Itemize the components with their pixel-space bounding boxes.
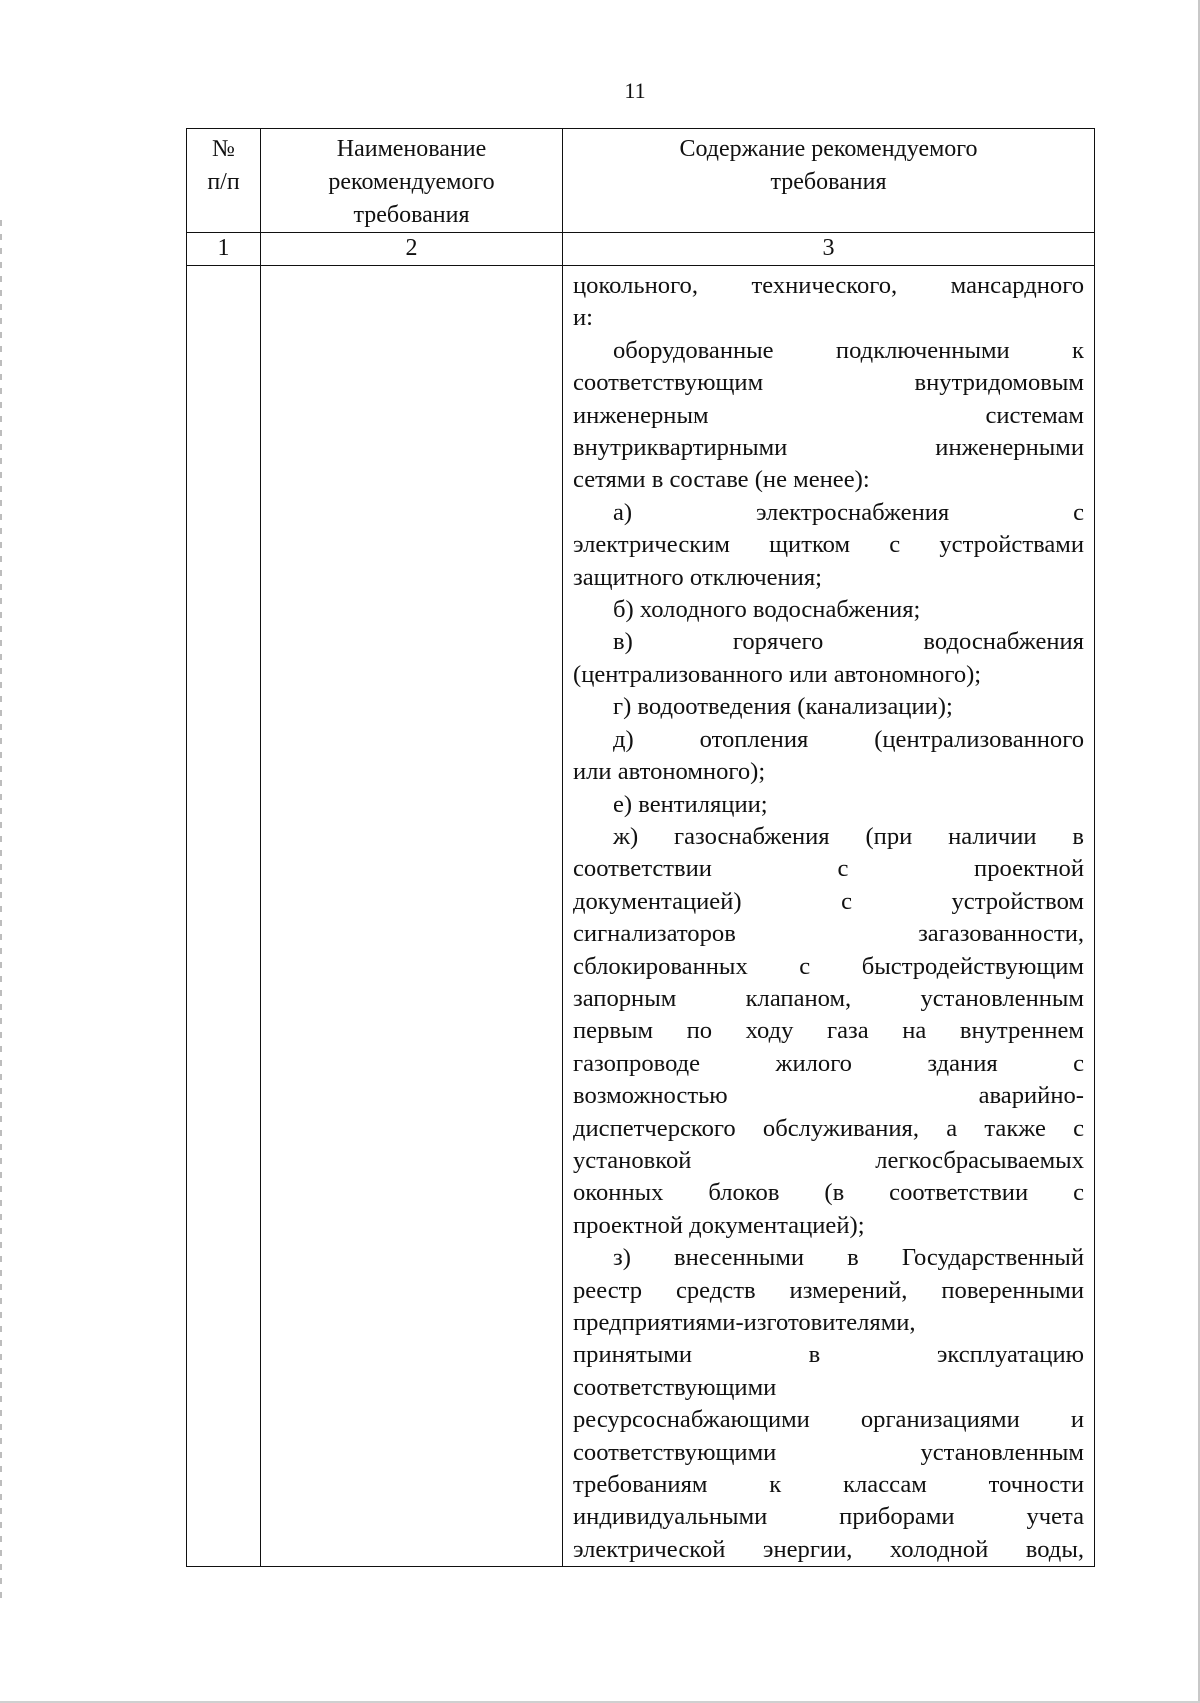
content-line: документацией) с устройством [573,887,1084,915]
header-content-line-2: требования [770,169,887,195]
content-line: индивидуальными приборами учета [573,1503,1084,1531]
header-name-line-2: рекомендуемого [328,169,495,195]
content-line: требованиям к классам точности [573,1471,1084,1499]
content-line: в) горячего водоснабжения [613,628,1084,656]
content-line: з) внесенными в Государственный [613,1244,1084,1272]
content-line: газопроводе жилого здания с [573,1049,1084,1077]
content-line: соответствии с проектной [573,855,1084,883]
content-line: е) вентиляции; [613,790,768,818]
header-number-line-1: № [212,136,235,162]
content-line: реестр средств измерений, поверенными [573,1276,1084,1304]
content-line: (централизованного или автономного); [573,660,982,688]
table-header-row [187,129,1095,233]
content-line: проектной документацией); [573,1211,865,1239]
row-cell-name [261,266,563,1567]
header-content-line-1: Содержание рекомендуемого [679,136,978,162]
content-line: соответствующим внутридомовым [573,369,1084,397]
header-cell-content [563,129,1095,233]
content-line: установкой легкосбрасываемых [573,1146,1084,1174]
content-line: ж) газоснабжения (при наличии в [613,822,1084,850]
content-line: инженерным системам [573,401,1084,429]
row-cell-number [187,266,261,1567]
content-line: оконных блоков (в соответствии с [573,1179,1084,1207]
scan-left-edge [0,220,2,1600]
content-line: предприятиями-изготовителями, [573,1309,916,1336]
header-cell-name [261,129,563,233]
column-number-1: 1 [187,233,261,266]
column-number-3: 3 [563,233,1095,266]
content-line: соответствующими [573,1373,777,1401]
content-line: или автономного); [573,758,766,786]
content-line: и: [573,304,593,332]
content-line: соответствующими установленным [573,1438,1084,1466]
content-line: ресурсоснабжающими организациями и [573,1406,1084,1434]
content-line: защитного отключения; [573,563,822,591]
content-line: электрической энергии, холодной воды, [573,1535,1084,1563]
header-name-line-1: Наименование [336,136,487,162]
content-line: г) водоотведения (канализации); [613,693,953,721]
column-number-row [187,233,1095,266]
requirement-content [563,266,1094,1566]
content-line: внутриквартирными инженерными [573,434,1084,462]
content-line: запорным клапаном, установленным [573,984,1084,1012]
header-number-line-2: п/п [207,169,240,195]
header-name-line-3: требования [353,202,470,228]
page-number: 11 [624,78,646,103]
content-line: цокольного, технического, мансардного [573,272,1084,299]
header-cell-number [187,129,261,233]
content-line: сетями в составе (не менее): [573,466,870,494]
requirements-table [186,128,1095,1567]
content-line: возможностью аварийно- [573,1082,1084,1110]
content-line: первым по ходу газа на внутреннем [573,1017,1084,1045]
content-line: а) электроснабжения с [613,498,1084,526]
content-line: сигнализаторов загазованности, [573,920,1084,948]
table-row [187,266,1095,1567]
content-line: д) отопления (централизованного [613,725,1084,753]
content-line: диспетчерского обслуживания, а также с [573,1114,1084,1142]
content-line: б) холодного водоснабжения; [613,596,921,624]
content-line: сблокированных с быстродействующим [573,952,1084,980]
column-number-2: 2 [261,233,563,266]
content-line: оборудованные подключенными к [613,336,1084,364]
content-line: принятыми в эксплуатацию [573,1341,1084,1369]
content-line: электрическим щитком с устройствами [573,531,1084,559]
row-cell-content [563,266,1095,1567]
